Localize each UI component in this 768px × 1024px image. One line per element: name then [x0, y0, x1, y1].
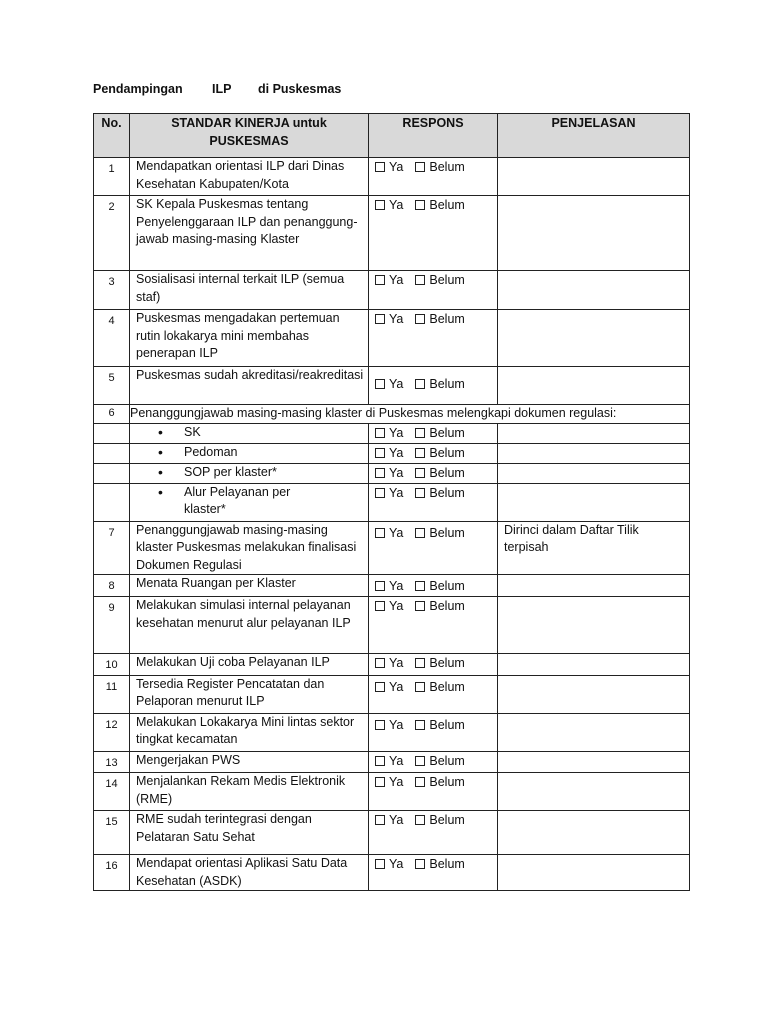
checkbox-icon[interactable]	[375, 777, 385, 787]
row-number: 6	[94, 405, 130, 424]
explanation-cell	[498, 575, 690, 597]
option-label: Ya	[389, 465, 404, 480]
option-ya[interactable]	[375, 425, 403, 443]
row-number: 13	[94, 751, 130, 773]
table-row	[94, 675, 690, 713]
explanation-cell: Dirinci dalam Daftar Tilik terpisah	[498, 521, 690, 575]
standard-text: Menjalankan Rekam Medis Elektronik (RME)	[130, 773, 369, 811]
checkbox-icon[interactable]	[375, 448, 385, 458]
checkbox-icon[interactable]	[375, 200, 385, 210]
option-label: Ya	[389, 679, 404, 694]
row-number: 7	[94, 521, 130, 575]
option-label: Belum	[429, 717, 465, 732]
option-ya[interactable]	[375, 753, 403, 771]
table-row	[94, 405, 690, 424]
bullet-icon: •	[158, 423, 163, 440]
response-cell	[369, 463, 498, 483]
checkbox-icon[interactable]	[375, 275, 385, 285]
option-belum[interactable]	[415, 753, 464, 771]
explanation-cell	[498, 443, 690, 463]
bullet-icon: •	[158, 483, 163, 500]
header-response: RESPONS	[369, 114, 498, 158]
standard-text: Penanggungjawab masing-masing klaster Puskesmas melakukan finalisasi Dokumen Regulasi	[130, 521, 369, 575]
response-cell	[369, 158, 498, 196]
explanation-cell	[498, 773, 690, 811]
option-label: Belum	[429, 273, 465, 287]
table-row	[94, 811, 690, 855]
standard-text: Pedoman	[184, 444, 238, 459]
option-label: Belum	[429, 465, 465, 480]
table-row	[94, 653, 690, 675]
option-ya[interactable]	[375, 197, 403, 215]
checkbox-icon[interactable]	[415, 379, 425, 389]
response-cell	[369, 367, 498, 405]
explanation-cell	[498, 483, 690, 521]
option-ya[interactable]	[375, 465, 403, 483]
row-number: 5	[94, 367, 130, 405]
option-label: Ya	[389, 425, 404, 440]
option-label: Ya	[389, 775, 404, 790]
checkbox-icon[interactable]	[375, 488, 385, 498]
option-belum[interactable]	[415, 812, 464, 830]
explanation-cell	[498, 423, 690, 443]
explanation-cell	[498, 196, 690, 271]
table-row	[94, 773, 690, 811]
option-label: Belum	[429, 445, 465, 460]
option-label: Ya	[389, 485, 404, 500]
row-number	[94, 483, 130, 521]
checkbox-icon[interactable]	[415, 720, 425, 730]
table-row	[94, 196, 690, 271]
option-label: Ya	[389, 655, 404, 670]
option-label: Belum	[429, 160, 465, 174]
option-label: Ya	[389, 813, 404, 828]
option-label: Ya	[389, 579, 404, 594]
response-cell	[369, 855, 498, 891]
header-no: No.	[94, 114, 130, 158]
option-belum[interactable]	[415, 856, 464, 874]
standard-cell	[130, 463, 369, 483]
response-cell	[369, 271, 498, 310]
response-cell	[369, 443, 498, 463]
standard-text: Puskesmas sudah akreditasi/reakreditasi	[130, 367, 369, 405]
checkbox-icon[interactable]	[375, 815, 385, 825]
option-ya[interactable]	[375, 272, 403, 290]
title-part-puskesmas: di Puskesmas	[258, 82, 342, 96]
standard-text: Tersedia Register Pencatatan dan Pelaporan menurut ILP	[130, 675, 369, 713]
option-ya[interactable]	[375, 655, 403, 673]
option-label: Ya	[389, 312, 404, 326]
table-row	[94, 310, 690, 367]
row-number	[94, 423, 130, 443]
option-label: Ya	[389, 525, 404, 540]
option-label: Belum	[429, 425, 465, 440]
option-belum[interactable]	[415, 578, 464, 596]
standard-text: Penanggungjawab masing-masing klaster di Puskesmas melengkapi dokumen regulasi:	[130, 405, 690, 424]
checkbox-icon[interactable]	[415, 777, 425, 787]
row-number: 4	[94, 310, 130, 367]
option-label: Belum	[429, 857, 465, 872]
option-label: Belum	[429, 598, 465, 613]
option-belum[interactable]	[415, 485, 464, 503]
response-cell	[369, 423, 498, 443]
option-belum[interactable]	[415, 425, 464, 443]
option-ya[interactable]	[375, 717, 403, 735]
explanation-cell	[498, 855, 690, 891]
option-label: Ya	[389, 717, 404, 732]
option-label: Belum	[429, 198, 465, 212]
standard-text: Mendapatkan orientasi ILP dari Dinas Kesehatan Kabupaten/Kota	[130, 158, 369, 196]
checkbox-icon[interactable]	[375, 658, 385, 668]
table-row	[94, 521, 690, 575]
standard-cell	[130, 483, 369, 521]
row-number: 8	[94, 575, 130, 597]
standard-text: Alur Pelayanan per klaster*	[184, 484, 291, 517]
option-label: Ya	[389, 198, 404, 212]
row-number: 16	[94, 855, 130, 891]
checkbox-icon[interactable]	[415, 314, 425, 324]
option-belum[interactable]	[415, 679, 464, 697]
option-label: Belum	[429, 679, 465, 694]
response-cell	[369, 811, 498, 855]
checkbox-icon[interactable]	[375, 314, 385, 324]
header-explanation: PENJELASAN	[498, 114, 690, 158]
explanation-cell	[498, 596, 690, 653]
row-number: 1	[94, 158, 130, 196]
response-cell	[369, 773, 498, 811]
row-number: 10	[94, 653, 130, 675]
table-row	[94, 158, 690, 196]
table-row	[94, 596, 690, 653]
checkbox-icon[interactable]	[415, 859, 425, 869]
row-number: 3	[94, 271, 130, 310]
checkbox-icon[interactable]	[375, 581, 385, 591]
row-number: 15	[94, 811, 130, 855]
standard-text: Mengerjakan PWS	[130, 751, 369, 773]
explanation-cell	[498, 367, 690, 405]
checkbox-icon[interactable]	[375, 859, 385, 869]
explanation-cell	[498, 271, 690, 310]
response-cell	[369, 575, 498, 597]
option-ya[interactable]	[375, 376, 403, 394]
table-row	[94, 423, 690, 443]
explanation-cell	[498, 751, 690, 773]
option-label: Ya	[389, 598, 404, 613]
checkbox-icon[interactable]	[415, 200, 425, 210]
row-number: 9	[94, 596, 130, 653]
standard-text: Mendapat orientasi Aplikasi Satu Data Kesehatan (ASDK)	[130, 855, 369, 891]
option-belum[interactable]	[415, 197, 464, 215]
checkbox-icon[interactable]	[375, 528, 385, 538]
explanation-cell	[498, 713, 690, 751]
title-part-ilp: ILP	[212, 82, 232, 96]
explanation-cell	[498, 463, 690, 483]
standard-cell	[130, 423, 369, 443]
option-label: Ya	[389, 160, 404, 174]
option-ya[interactable]	[375, 774, 403, 792]
checkbox-icon[interactable]	[415, 275, 425, 285]
option-label: Ya	[389, 273, 404, 287]
response-cell	[369, 653, 498, 675]
standard-text: SK Kepala Puskesmas tentang Penyelenggaraan ILP dan penanggung-jawab masing-masing Klaster	[130, 196, 369, 271]
checkbox-icon[interactable]	[375, 720, 385, 730]
checkbox-icon[interactable]	[415, 601, 425, 611]
table-row	[94, 575, 690, 597]
checkbox-icon[interactable]	[375, 162, 385, 172]
checkbox-icon[interactable]	[415, 581, 425, 591]
option-ya[interactable]	[375, 598, 403, 616]
standard-text: Melakukan Uji coba Pelayanan ILP	[130, 653, 369, 675]
checkbox-icon[interactable]	[415, 815, 425, 825]
checkbox-icon[interactable]	[415, 756, 425, 766]
checkbox-icon[interactable]	[375, 682, 385, 692]
checklist-table	[93, 113, 690, 891]
option-ya[interactable]	[375, 311, 403, 329]
checkbox-icon[interactable]	[375, 379, 385, 389]
option-label: Belum	[429, 312, 465, 326]
standard-text: SK	[184, 424, 201, 439]
option-label: Belum	[429, 579, 465, 594]
option-belum[interactable]	[415, 598, 464, 616]
row-number	[94, 463, 130, 483]
response-cell	[369, 483, 498, 521]
option-belum[interactable]	[415, 774, 464, 792]
option-label: Ya	[389, 445, 404, 460]
response-cell	[369, 675, 498, 713]
option-belum[interactable]	[415, 376, 464, 394]
title-part-pendampingan: Pendampingan	[93, 82, 183, 96]
standard-text: Melakukan Lokakarya Mini lintas sektor tingkat kecamatan	[130, 713, 369, 751]
standard-text: Melakukan simulasi internal pelayanan kesehatan menurut alur pelayanan ILP	[130, 596, 369, 653]
explanation-cell	[498, 675, 690, 713]
option-label: Belum	[429, 655, 465, 670]
table-row	[94, 855, 690, 891]
response-cell	[369, 196, 498, 271]
checkbox-icon[interactable]	[375, 428, 385, 438]
option-ya[interactable]	[375, 485, 403, 503]
header-standard: STANDAR KINERJA untuk PUSKESMAS	[130, 114, 369, 158]
table-row	[94, 271, 690, 310]
standard-text: Sosialisasi internal terkait ILP (semua staf)	[130, 271, 369, 310]
table-row	[94, 463, 690, 483]
row-number: 12	[94, 713, 130, 751]
checkbox-icon[interactable]	[415, 488, 425, 498]
option-belum[interactable]	[415, 525, 464, 543]
explanation-cell	[498, 653, 690, 675]
standard-text: SOP per klaster*	[184, 464, 277, 479]
option-ya[interactable]	[375, 445, 403, 463]
checkbox-icon[interactable]	[415, 468, 425, 478]
response-cell	[369, 751, 498, 773]
option-belum[interactable]	[415, 717, 464, 735]
standard-text: Puskesmas mengadakan pertemuan rutin lokakarya mini membahas penerapan ILP	[130, 310, 369, 367]
response-cell	[369, 713, 498, 751]
option-label: Belum	[429, 775, 465, 790]
row-number: 14	[94, 773, 130, 811]
checkbox-icon[interactable]	[415, 448, 425, 458]
row-number: 11	[94, 675, 130, 713]
checkbox-icon[interactable]	[415, 428, 425, 438]
option-label: Ya	[389, 753, 404, 768]
explanation-cell	[498, 158, 690, 196]
checkbox-icon[interactable]	[415, 658, 425, 668]
response-cell	[369, 310, 498, 367]
bullet-icon: •	[158, 443, 163, 460]
table-row	[94, 367, 690, 405]
table-row	[94, 443, 690, 463]
option-ya[interactable]	[375, 679, 403, 697]
checkbox-icon[interactable]	[375, 756, 385, 766]
option-label: Ya	[389, 857, 404, 872]
standard-text: RME sudah terintegrasi dengan Pelataran Satu Sehat	[130, 811, 369, 855]
option-label: Belum	[429, 525, 465, 540]
standard-cell	[130, 443, 369, 463]
option-belum[interactable]	[415, 445, 464, 463]
response-cell	[369, 521, 498, 575]
table-row	[94, 713, 690, 751]
option-ya[interactable]	[375, 525, 403, 543]
option-label: Belum	[429, 753, 465, 768]
standard-text: Menata Ruangan per Klaster	[130, 575, 369, 597]
checkbox-icon[interactable]	[415, 162, 425, 172]
checkbox-icon[interactable]	[415, 682, 425, 692]
option-belum[interactable]	[415, 159, 464, 177]
table-row	[94, 751, 690, 773]
response-cell	[369, 596, 498, 653]
option-label: Belum	[429, 485, 465, 500]
row-number: 2	[94, 196, 130, 271]
option-ya[interactable]	[375, 856, 403, 874]
checkbox-icon[interactable]	[415, 528, 425, 538]
option-belum[interactable]	[415, 311, 464, 329]
header-row	[94, 114, 690, 158]
option-belum[interactable]	[415, 655, 464, 673]
bullet-icon: •	[158, 463, 163, 480]
option-ya[interactable]	[375, 159, 403, 177]
option-label: Belum	[429, 377, 465, 391]
option-belum[interactable]	[415, 272, 464, 290]
option-belum[interactable]	[415, 465, 464, 483]
option-label: Ya	[389, 377, 404, 391]
checkbox-icon[interactable]	[375, 468, 385, 478]
explanation-cell	[498, 310, 690, 367]
checkbox-icon[interactable]	[375, 601, 385, 611]
option-label: Belum	[429, 813, 465, 828]
table-row	[94, 483, 690, 521]
explanation-cell	[498, 811, 690, 855]
option-ya[interactable]	[375, 578, 403, 596]
row-number	[94, 443, 130, 463]
option-ya[interactable]	[375, 812, 403, 830]
